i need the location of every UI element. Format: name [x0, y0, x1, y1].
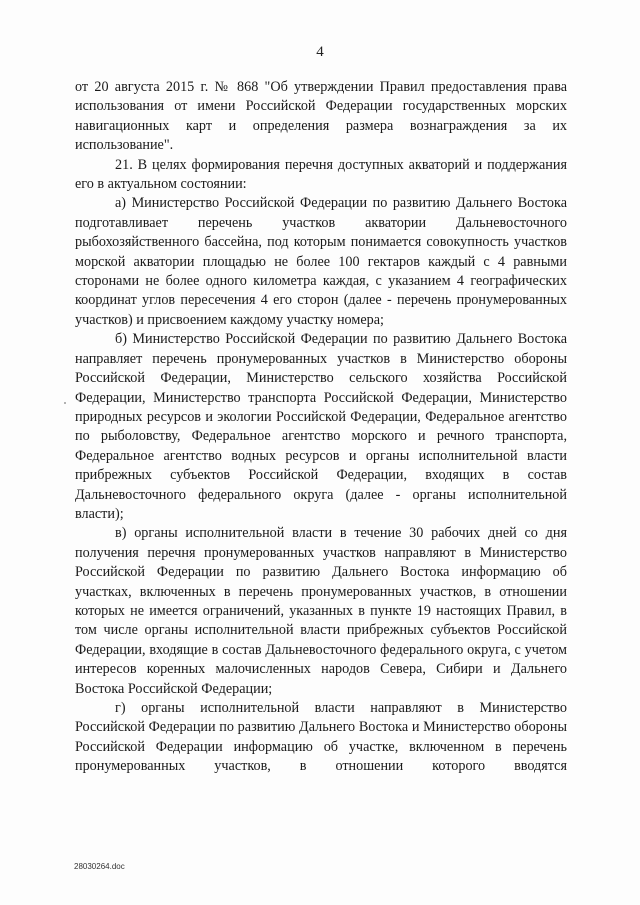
paragraph-continuation: от 20 августа 2015 г. № 868 "Об утверждении Правил предоставления права использования от имени Российской Федерации государственных морских навигационных карт и определения размера вознаграждения за их использование".: [75, 79, 567, 154]
paragraph-subclause-v: в) органы исполнительной власти в течение 30 рабочих дней со дня получения перечня пронумерованных участков направляют в Министерство Российской Федерации по развитию Дальнего Востока информацию об участках, включенных в перечень пронумерованных участков, в отношении которых не имеется ограничений, указанных в пункте 19 настоящих Правил, в том числе органы исполнительной власти прибрежных субъектов Российской Федерации, входящие в состав Дальневосточного федерального округа, с учетом интересов коренных малочисленных народов Севера, Сибири и Дальнего Востока Российской Федерации;: [75, 525, 567, 697]
page-number: 4: [316, 44, 324, 60]
scan-speck: [64, 402, 66, 404]
paragraph-subclause-a: а) Министерство Российской Федерации по развитию Дальнего Востока подготавливает перечень участков акватории Дальневосточного рыбохозяйственного бассейна, под которым понимается совокупность участков морской акватории площадью не более 100 гектаров каждый с 4 равными сторонами не более одного километра каждая, с указанием 4 географических координат углов пересечения 4 его сторон (далее - перечень пронумерованных участков) и присвоением каждому участку номера;: [75, 195, 567, 328]
paragraph-subclause-b: б) Министерство Российской Федерации по развитию Дальнего Востока направляет перечень пронумерованных участков в Министерство обороны Российской Федерации, Министерство сельского хозяйства Российской Федерации, Министерство транспорта Российской Федерации, Министерство природных ресурсов и экологии Российской Федерации, Федеральное агентство по рыболовству, Федеральное агентство морского и речного транспорта, Федеральное агентство водных ресурсов и органы исполнительной власти прибрежных субъектов Российской Федерации, входящих в состав Дальневосточного федерального округа (далее - органы исполнительной власти);: [75, 331, 567, 522]
file-name-footer: 28030264.doc: [74, 862, 125, 871]
paragraph-subclause-g: г) органы исполнительной власти направляют в Министерство Российской Федерации по развитию Дальнего Востока и Министерство обороны Российской Федерации информацию об участке, включенном в перечень пронумерованных участков, в отношении которого вводятся: [75, 700, 567, 775]
document-body: [75, 78, 567, 777]
paragraph-clause-21: 21. В целях формирования перечня доступных акваторий и поддержания его в актуальном состоянии:: [75, 156, 567, 193]
